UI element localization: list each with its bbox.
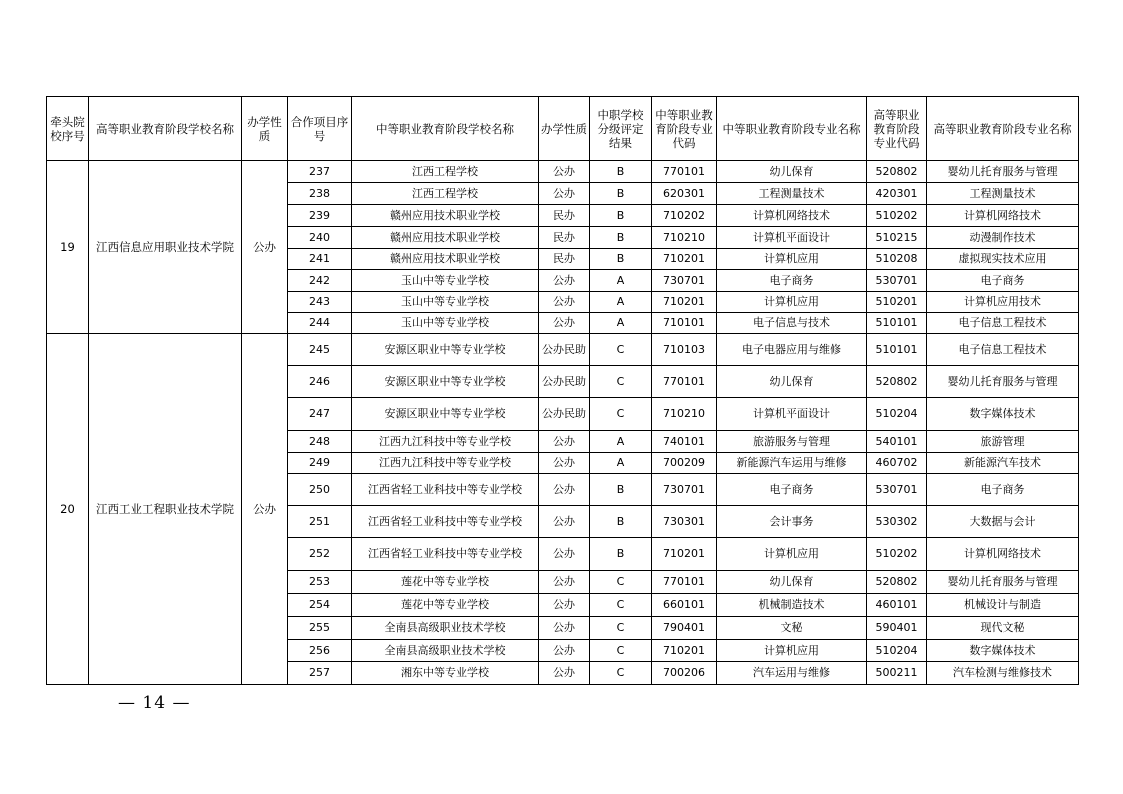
secondary-major: 计算机应用 [717, 292, 867, 313]
higher-major: 数字媒体技术 [927, 640, 1079, 662]
grade: C [590, 594, 652, 617]
higher-major: 大数据与会计 [927, 506, 1079, 538]
higher-code: 510101 [867, 334, 927, 366]
secondary-nature: 公办民助 [539, 398, 590, 431]
secondary-nature: 公办 [539, 538, 590, 571]
grade: C [590, 366, 652, 398]
secondary-major: 新能源汽车运用与维修 [717, 453, 867, 474]
project-no: 249 [288, 453, 352, 474]
header-higher-nature: 办学性质 [242, 97, 288, 161]
secondary-nature: 公办 [539, 662, 590, 685]
secondary-school-name: 江西省轻工业科技中等专业学校 [352, 474, 539, 506]
secondary-school-name: 莲花中等专业学校 [352, 571, 539, 594]
secondary-major: 计算机网络技术 [717, 205, 867, 227]
higher-major: 汽车检测与维修技术 [927, 662, 1079, 685]
secondary-major: 工程测量技术 [717, 183, 867, 205]
secondary-school-name: 江西工程学校 [352, 161, 539, 183]
secondary-major: 计算机应用 [717, 640, 867, 662]
higher-code: 520802 [867, 161, 927, 183]
higher-major: 计算机应用技术 [927, 292, 1079, 313]
higher-code: 510202 [867, 538, 927, 571]
higher-major: 新能源汽车技术 [927, 453, 1079, 474]
secondary-code: 710210 [652, 398, 717, 431]
higher-code: 500211 [867, 662, 927, 685]
secondary-nature: 民办 [539, 205, 590, 227]
table-body [47, 161, 1079, 685]
secondary-school-name: 江西工程学校 [352, 183, 539, 205]
grade: B [590, 506, 652, 538]
higher-major: 数字媒体技术 [927, 398, 1079, 431]
secondary-major: 旅游服务与管理 [717, 431, 867, 453]
secondary-code: 710202 [652, 205, 717, 227]
secondary-school-name: 赣州应用技术职业学校 [352, 227, 539, 249]
higher-code: 520802 [867, 366, 927, 398]
secondary-major: 电子信息与技术 [717, 313, 867, 334]
secondary-code: 710201 [652, 640, 717, 662]
project-no: 240 [288, 227, 352, 249]
secondary-code: 730701 [652, 270, 717, 292]
grade: C [590, 617, 652, 640]
grade: B [590, 249, 652, 270]
secondary-major: 机械制造技术 [717, 594, 867, 617]
secondary-major: 幼儿保育 [717, 571, 867, 594]
project-no: 257 [288, 662, 352, 685]
secondary-major: 幼儿保育 [717, 366, 867, 398]
grade: C [590, 662, 652, 685]
higher-major: 工程测量技术 [927, 183, 1079, 205]
secondary-code: 620301 [652, 183, 717, 205]
secondary-nature: 民办 [539, 249, 590, 270]
secondary-major: 文秘 [717, 617, 867, 640]
secondary-school-name: 江西省轻工业科技中等专业学校 [352, 506, 539, 538]
higher-code: 510208 [867, 249, 927, 270]
secondary-school-name: 安源区职业中等专业学校 [352, 334, 539, 366]
higher-code: 530701 [867, 270, 927, 292]
project-no: 246 [288, 366, 352, 398]
higher-code: 460101 [867, 594, 927, 617]
secondary-school-name: 江西省轻工业科技中等专业学校 [352, 538, 539, 571]
grade: A [590, 270, 652, 292]
grade: B [590, 161, 652, 183]
higher-code: 510201 [867, 292, 927, 313]
grade: C [590, 398, 652, 431]
higher-major: 动漫制作技术 [927, 227, 1079, 249]
project-no: 242 [288, 270, 352, 292]
secondary-major: 计算机应用 [717, 249, 867, 270]
project-no: 256 [288, 640, 352, 662]
project-no: 251 [288, 506, 352, 538]
secondary-school-name: 玉山中等专业学校 [352, 313, 539, 334]
secondary-code: 710201 [652, 249, 717, 270]
higher-school-nature: 公办 [242, 161, 288, 334]
secondary-code: 740101 [652, 431, 717, 453]
secondary-school-name: 玉山中等专业学校 [352, 270, 539, 292]
grade: B [590, 474, 652, 506]
higher-code: 530302 [867, 506, 927, 538]
header-row [47, 97, 1079, 161]
grade: C [590, 640, 652, 662]
grade: A [590, 313, 652, 334]
header-higher-school: 高等职业教育阶段学校名称 [89, 97, 242, 161]
higher-major: 机械设计与制造 [927, 594, 1079, 617]
higher-code: 420301 [867, 183, 927, 205]
secondary-school-name: 江西九江科技中等专业学校 [352, 431, 539, 453]
table-row [47, 334, 1079, 366]
grade: A [590, 453, 652, 474]
secondary-code: 710101 [652, 313, 717, 334]
cooperation-project-table [46, 96, 1079, 685]
header-secondary-major: 中等职业教育阶段专业名称 [717, 97, 867, 161]
secondary-nature: 公办 [539, 617, 590, 640]
project-no: 252 [288, 538, 352, 571]
secondary-school-name: 玉山中等专业学校 [352, 292, 539, 313]
project-no: 248 [288, 431, 352, 453]
grade: A [590, 431, 652, 453]
secondary-code: 710210 [652, 227, 717, 249]
header-secondary-school: 中等职业教育阶段学校名称 [352, 97, 539, 161]
secondary-nature: 公办 [539, 594, 590, 617]
secondary-school-name: 赣州应用技术职业学校 [352, 205, 539, 227]
secondary-nature: 公办 [539, 453, 590, 474]
secondary-school-name: 全南县高级职业技术学校 [352, 640, 539, 662]
higher-major: 计算机网络技术 [927, 205, 1079, 227]
secondary-school-name: 安源区职业中等专业学校 [352, 366, 539, 398]
higher-code: 530701 [867, 474, 927, 506]
secondary-nature: 公办 [539, 313, 590, 334]
project-no: 243 [288, 292, 352, 313]
higher-code: 590401 [867, 617, 927, 640]
project-no: 250 [288, 474, 352, 506]
lead-school-no: 20 [47, 334, 89, 685]
higher-major: 现代文秘 [927, 617, 1079, 640]
lead-school-no: 19 [47, 161, 89, 334]
header-secondary-code: 中等职业教育阶段专业代码 [652, 97, 717, 161]
higher-major: 电子信息工程技术 [927, 334, 1079, 366]
secondary-code: 730301 [652, 506, 717, 538]
higher-code: 510202 [867, 205, 927, 227]
secondary-code: 770101 [652, 571, 717, 594]
secondary-major: 计算机平面设计 [717, 398, 867, 431]
project-no: 237 [288, 161, 352, 183]
secondary-nature: 公办 [539, 571, 590, 594]
higher-major: 婴幼儿托育服务与管理 [927, 366, 1079, 398]
project-no: 245 [288, 334, 352, 366]
higher-major: 虚拟现实技术应用 [927, 249, 1079, 270]
header-grade: 中职学校分级评定结果 [590, 97, 652, 161]
secondary-nature: 公办 [539, 506, 590, 538]
secondary-major: 会计事务 [717, 506, 867, 538]
higher-major: 婴幼儿托育服务与管理 [927, 571, 1079, 594]
secondary-major: 电子商务 [717, 270, 867, 292]
header-lead-no: 牵头院校序号 [47, 97, 89, 161]
higher-major: 计算机网络技术 [927, 538, 1079, 571]
higher-school-nature: 公办 [242, 334, 288, 685]
secondary-nature: 公办 [539, 292, 590, 313]
secondary-nature: 公办 [539, 183, 590, 205]
higher-school-name: 江西工业工程职业技术学院 [89, 334, 242, 685]
header-higher-code: 高等职业教育阶段专业代码 [867, 97, 927, 161]
project-no: 254 [288, 594, 352, 617]
secondary-code: 700209 [652, 453, 717, 474]
secondary-code: 660101 [652, 594, 717, 617]
secondary-nature: 公办 [539, 640, 590, 662]
secondary-code: 700206 [652, 662, 717, 685]
grade: C [590, 334, 652, 366]
page-number: — 14 — [118, 693, 191, 713]
secondary-major: 幼儿保育 [717, 161, 867, 183]
grade: B [590, 183, 652, 205]
grade: B [590, 538, 652, 571]
higher-code: 510215 [867, 227, 927, 249]
secondary-school-name: 湘东中等专业学校 [352, 662, 539, 685]
secondary-school-name: 安源区职业中等专业学校 [352, 398, 539, 431]
secondary-major: 计算机平面设计 [717, 227, 867, 249]
secondary-school-name: 莲花中等专业学校 [352, 594, 539, 617]
higher-code: 510204 [867, 640, 927, 662]
secondary-school-name: 全南县高级职业技术学校 [352, 617, 539, 640]
secondary-code: 770101 [652, 161, 717, 183]
secondary-nature: 公办 [539, 270, 590, 292]
higher-code: 510204 [867, 398, 927, 431]
secondary-nature: 公办 [539, 161, 590, 183]
higher-code: 510101 [867, 313, 927, 334]
project-no: 244 [288, 313, 352, 334]
grade: A [590, 292, 652, 313]
secondary-nature: 民办 [539, 227, 590, 249]
secondary-code: 710201 [652, 538, 717, 571]
higher-code: 540101 [867, 431, 927, 453]
secondary-major: 计算机应用 [717, 538, 867, 571]
secondary-school-name: 江西九江科技中等专业学校 [352, 453, 539, 474]
secondary-code: 770101 [652, 366, 717, 398]
secondary-code: 730701 [652, 474, 717, 506]
header-higher-major: 高等职业教育阶段专业名称 [927, 97, 1079, 161]
project-no: 239 [288, 205, 352, 227]
secondary-code: 790401 [652, 617, 717, 640]
secondary-nature: 公办民助 [539, 366, 590, 398]
project-no: 253 [288, 571, 352, 594]
project-no: 247 [288, 398, 352, 431]
secondary-code: 710103 [652, 334, 717, 366]
higher-major: 电子信息工程技术 [927, 313, 1079, 334]
grade: B [590, 227, 652, 249]
higher-school-name: 江西信息应用职业技术学院 [89, 161, 242, 334]
project-no: 238 [288, 183, 352, 205]
secondary-major: 电子电器应用与维修 [717, 334, 867, 366]
header-project-no: 合作项目序号 [288, 97, 352, 161]
higher-major: 电子商务 [927, 474, 1079, 506]
higher-code: 520802 [867, 571, 927, 594]
secondary-nature: 公办民助 [539, 334, 590, 366]
secondary-code: 710201 [652, 292, 717, 313]
header-secondary-nature: 办学性质 [539, 97, 590, 161]
secondary-school-name: 赣州应用技术职业学校 [352, 249, 539, 270]
secondary-nature: 公办 [539, 431, 590, 453]
higher-major: 婴幼儿托育服务与管理 [927, 161, 1079, 183]
secondary-major: 电子商务 [717, 474, 867, 506]
project-no: 241 [288, 249, 352, 270]
table-row [47, 161, 1079, 183]
grade: C [590, 571, 652, 594]
grade: B [590, 205, 652, 227]
secondary-nature: 公办 [539, 474, 590, 506]
project-no: 255 [288, 617, 352, 640]
higher-major: 旅游管理 [927, 431, 1079, 453]
higher-code: 460702 [867, 453, 927, 474]
secondary-major: 汽车运用与维修 [717, 662, 867, 685]
higher-major: 电子商务 [927, 270, 1079, 292]
